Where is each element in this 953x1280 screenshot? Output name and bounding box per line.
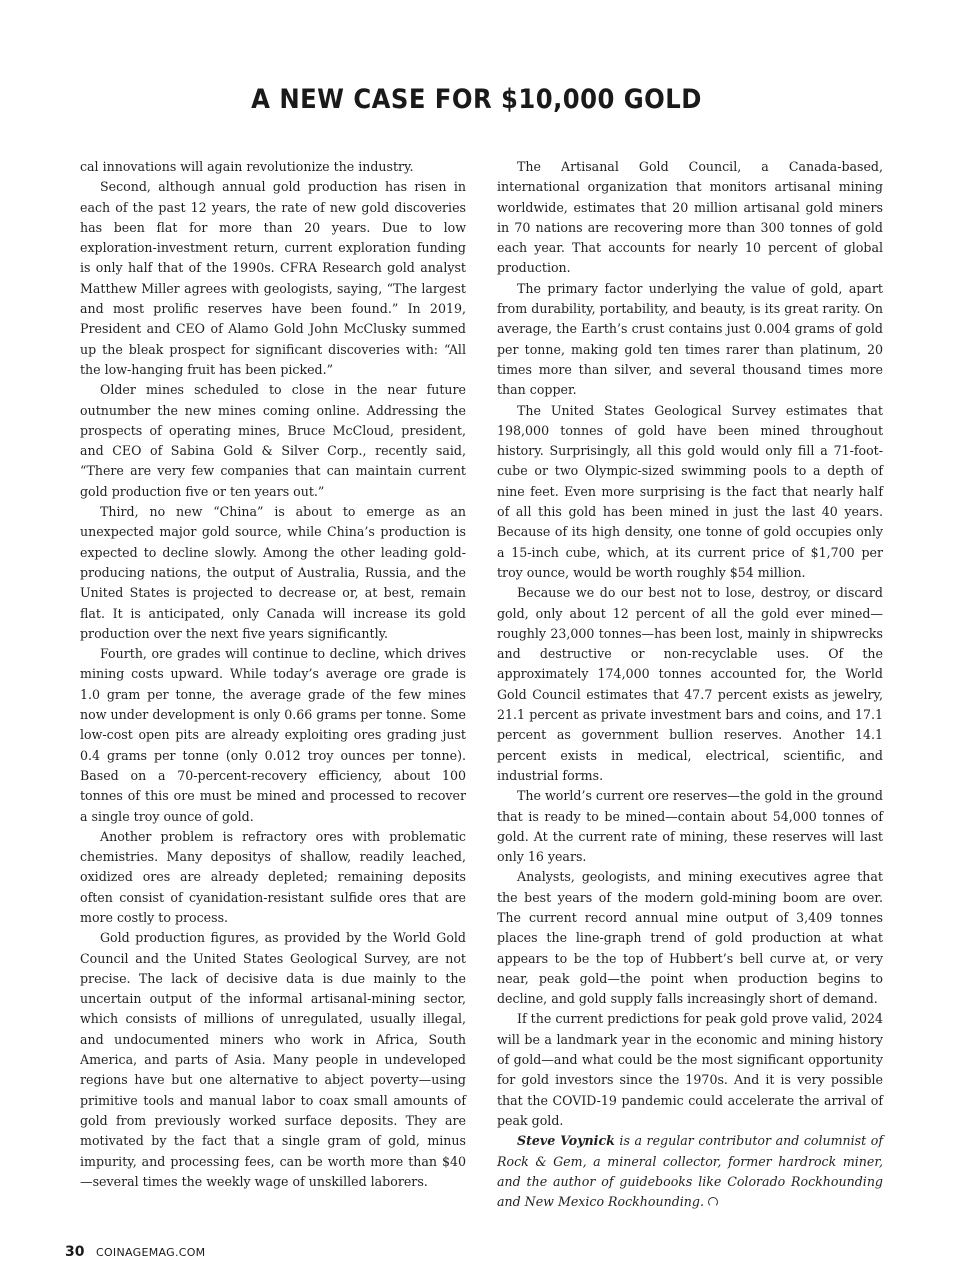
paragraph: Third, no new “China” is about to emerge as an unexpected major gold source, while China’s production is expected to decline slowly. Among the other leading gold-producing nations, the output of Australia, Russia, and the United States is projected to decrease or, at best, remain flat. It is anticipated, only Canada will increase its gold production over the next five years significantly.	[80, 504, 466, 641]
paragraph: The primary factor underlying the value of gold, apart from durability, portability, and beauty, is its great rarity. On average, the Earth’s crust contains just 0.004 grams of gold per tonne, making gold ten times rarer than platinum, 20 times more than silver, and several thousand times more than copper.	[497, 280, 883, 398]
paragraph: Another problem is refractory ores with problematic chemistries. Many depositys of shallow, readily leached, oxidized ores are already depleted; remaining deposits often consist of cyanidation-resistant sulfide ores that are more costly to process.	[80, 828, 466, 925]
author-name: Steve Voynick	[517, 1133, 615, 1149]
page-number: 30	[65, 1244, 85, 1260]
left-column	[80, 157, 466, 1192]
right-column	[497, 157, 883, 1212]
paragraph: cal innovations will again revolutionize the industry.	[80, 159, 414, 174]
article-title: A NEW CASE FOR $10,000 GOLD	[251, 84, 702, 115]
paragraph: The United States Geological Survey estimates that 198,000 tonnes of gold have been mined throughout history. Surprisingly, all this gold would only fill a 71-foot-cube or two Olympic-sized swimming pools to a depth of nine feet. Even more surprising is the fact that nearly half of all this gold has been mined in just the last 40 years. Because of its high density, one tonne of gold occupies only a 15-inch cube, which, at its current price of $1,700 per troy ounce, would be worth roughly $54 million.	[497, 402, 883, 580]
author-bio-text: is a regular contributor and columnist of Rock & Gem, a mineral collector, former hardrock miner, and the author of guidebooks like Colorado Rockhounding and New Mexico Rockhounding.	[497, 1133, 884, 1210]
paragraph: Older mines scheduled to close in the near future outnumber the new mines coming online. Addressing the prospects of operating mines, Bruce McCloud, president, and CEO of Sabina Gold & Silver Corp., recently said, “There are very few companies that can maintain current gold production five or ten years out.”	[80, 382, 466, 499]
paragraph: Fourth, ore grades will continue to decline, which drives mining costs upward. While today’s average ore grade is 1.0 gram per tonne, the average grade of the few mines now under development is only 0.66 grams per tonne. Some low-cost open pits are already exploiting ores grading just 0.4 grams per tonne (only 0.012 troy ounces per tonne). Based on a 70-percent-recovery efficiency, about 100 tonnes of this ore must be mined and processed to recover a single troy ounce of gold.	[80, 646, 466, 824]
paragraph: The Artisanal Gold Council, a Canada-based, international organization that monitors artisanal mining worldwide, estimates that 20 million artisanal gold miners in 70 nations are recovering more than 300 tonnes of gold each year. That accounts for nearly 10 percent of global production.	[497, 159, 883, 276]
footer-site: COINAGEMAG.COM	[95, 1246, 206, 1259]
paragraph: The world’s current ore reserves—the gold in the ground that is ready to be mined—contain about 54,000 tonnes of gold. At the current rate of mining, these reserves will last only 16 years.	[497, 788, 883, 865]
paragraph: Gold production figures, as provided by the World Gold Council and the United States Geological Survey, are not precise. The lack of decisive data is due mainly to the uncertain output of the informal artisanal-mining sector, which consists of millions of unregulated, usually illegal, and undocumented miners who work in Africa, South America, and parts of Asia. Many people in undeveloped regions have but one alternative to abject poverty—using primitive tools and manual labor to coax small amounts of gold from previously worked surface deposits. They are motivated by the fact that a single gram of gold, minus impurity, and processing fees, can be worth more than $40—several times the weekly wage of unskilled laborers.	[80, 930, 466, 1189]
author-bio	[497, 1131, 883, 1212]
paragraph: Analysts, geologists, and mining executives agree that the best years of the modern gold-mining boom are over. The current record annual mine output of 3,409 tonnes places the line-graph trend of gold production at what appears to be the top of Hubbert’s bell curve at, or very near, peak gold—the point when production begins to decline, and gold supply falls increasingly short of demand.	[497, 869, 883, 1007]
page-footer	[65, 1244, 205, 1260]
paragraph: Second, although annual gold production has risen in each of the past 12 years, the rate of new gold discoveries has been flat for more than 20 years. Due to low exploration-investment return, current exploration funding is only half that of the 1990s. CFRA Research gold analyst Matthew Miller agrees with geologists, saying, “The largest and most prolific reserves have been found.” In 2019, President and CEO of Alamo Gold John McClusky summed up the bleak prospect for significant discoveries with: “All the low-hanging fruit has been picked.”	[80, 179, 466, 377]
end-mark-icon	[708, 1197, 718, 1207]
paragraph: If the current predictions for peak gold prove valid, 2024 will be a landmark year in the economic and mining history of gold—and what could be the most significant opportunity for gold investors since the 1970s. And it is very possible that the COVID-19 pandemic could accelerate the arrival of peak gold.	[497, 1011, 883, 1128]
paragraph: Because we do our best not to lose, destroy, or discard gold, only about 12 percent of all the gold ever mined—roughly 23,000 tonnes—has been lost, mainly in shipwrecks and destructive or non-recyclable uses. Of the approximately 174,000 tonnes accounted for, the World Gold Council estimates that 47.7 percent exists as jewelry, 21.1 percent as private investment bars and coins, and 17.1 percent as government bullion reserves. Another 14.1 percent exists in medical, electrical, scientific, and industrial forms.	[497, 585, 883, 783]
